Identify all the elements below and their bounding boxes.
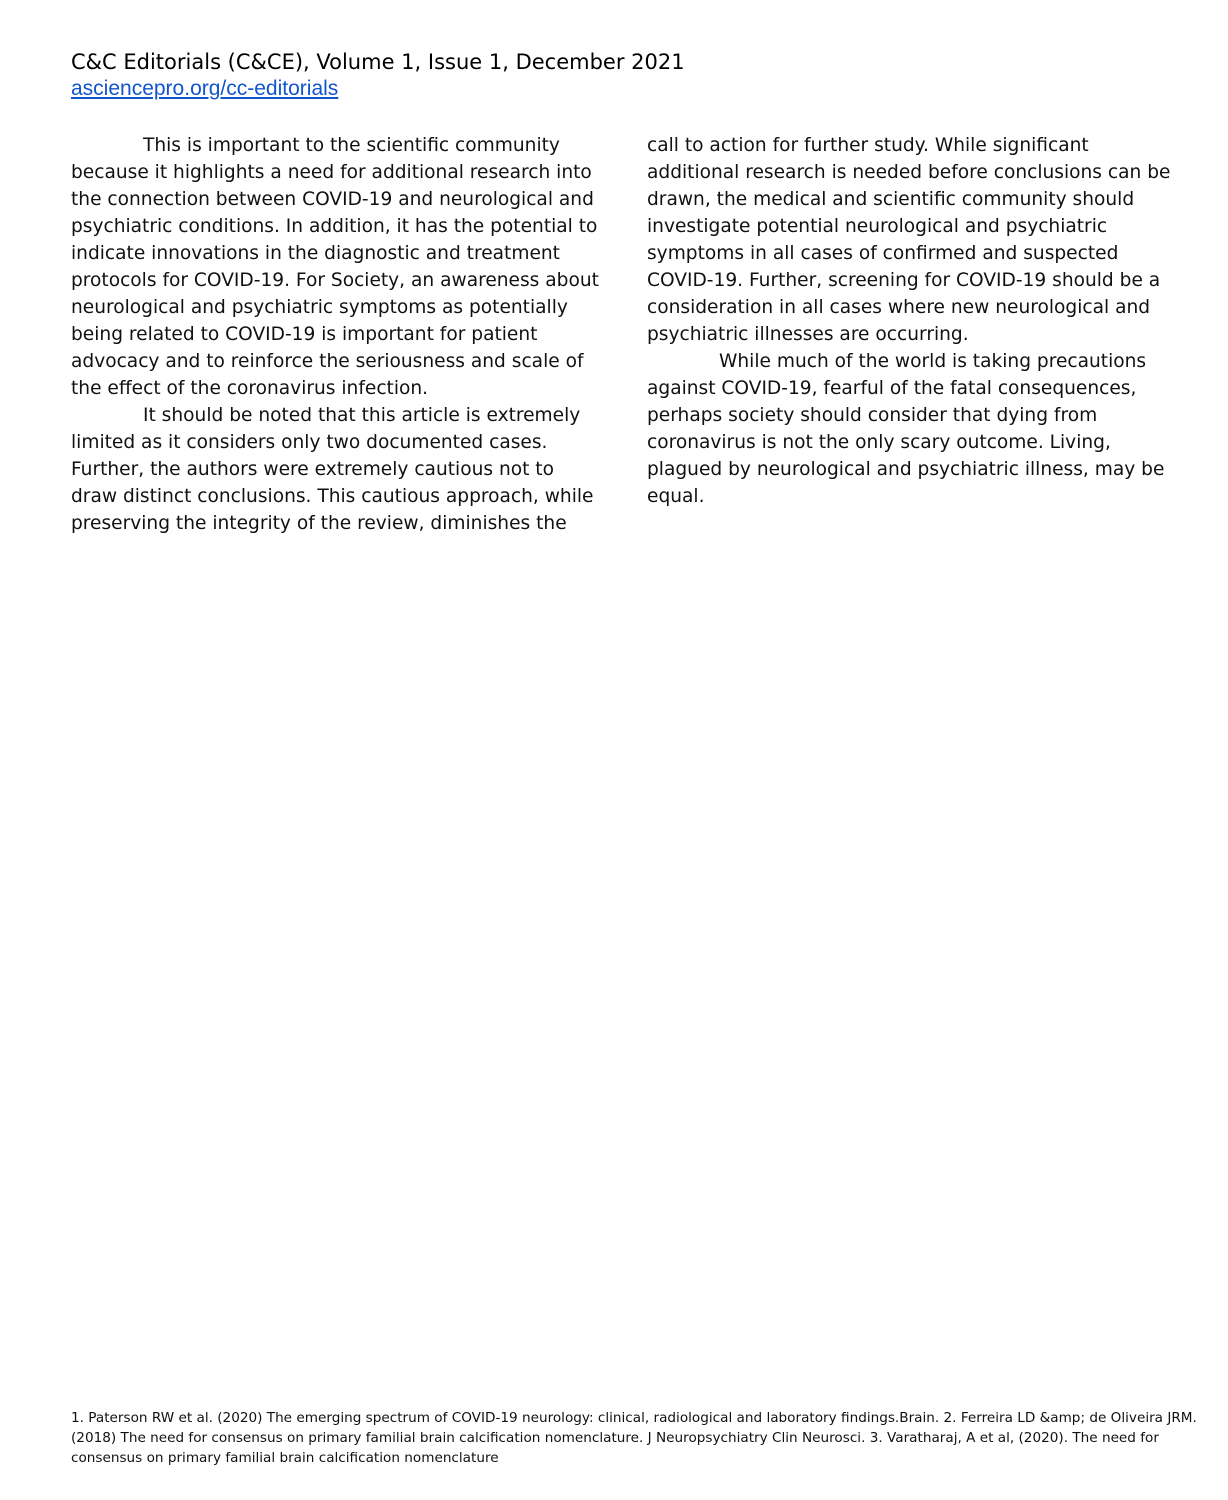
paragraph-2-continued [647,132,1171,348]
text-line: coronavirus is not the only scary outcome. Living, [647,432,1111,453]
page-header [71,48,685,102]
text-line: draw distinct conclusions. This cautious approach, while [71,486,594,507]
text-line: While much of the world is taking precautions [719,351,1147,372]
text-line: This is important to the scientific community [143,135,560,156]
footnote-references [71,1408,1197,1468]
text-line: against COVID-19, fearful of the fatal consequences, [647,378,1137,399]
footnote-line: 1. Paterson RW et al. (2020) The emerging spectrum of COVID-19 neurology: clinical, radiological and laboratory findings.Brain. 2. Ferreira LD &amp; de Oliveira JRM. [71,1410,1197,1426]
body-columns [71,132,1171,552]
text-line: being related to COVID-19 is important for patient [71,324,538,345]
paragraph-3 [647,348,1165,510]
left-column [71,132,599,537]
text-line: COVID-19. Further, screening for COVID-19 should be a [647,270,1161,291]
text-line: equal. [647,486,705,507]
text-line: limited as it considers only two documented cases. [71,432,548,453]
text-line: indicate innovations in the diagnostic and treatment [71,243,560,264]
paragraph-2 [71,402,594,537]
text-line: investigate potential neurological and psychiatric [647,216,1108,237]
text-line: additional research is needed before conclusions can be [647,162,1171,183]
text-line: preserving the integrity of the review, diminishes the [71,513,567,534]
text-line: consideration in all cases where new neurological and [647,297,1151,318]
footnote-line: consensus on primary familial brain calcification nomenclature [71,1450,499,1466]
text-line: protocols for COVID-19. For Society, an awareness about [71,270,599,291]
text-line: drawn, the medical and scientific community should [647,189,1135,210]
text-line: advocacy and to reinforce the seriousness and scale of [71,351,584,372]
text-line: call to action for further study. While significant [647,135,1089,156]
text-line: It should be noted that this article is extremely [143,405,581,426]
text-line: plagued by neurological and psychiatric illness, may be [647,459,1165,480]
text-line: because it highlights a need for additional research into [71,162,592,183]
footnote-line: (2018) The need for consensus on primary familial brain calcification nomenclature. J Neuropsychiatry Clin Neurosci. 3. Varatharaj, A et al, (2020). The need for [71,1430,1159,1446]
right-column [647,132,1171,510]
text-line: perhaps society should consider that dying from [647,405,1098,426]
text-line: the connection between COVID-19 and neurological and [71,189,594,210]
text-line: Further, the authors were extremely cautious not to [71,459,554,480]
text-line: psychiatric conditions. In addition, it has the potential to [71,216,598,237]
text-line: neurological and psychiatric symptoms as potentially [71,297,568,318]
paragraph-1 [71,132,599,402]
text-line: symptoms in all cases of confirmed and suspected [647,243,1119,264]
text-line: the effect of the coronavirus infection. [71,378,429,399]
text-line: psychiatric illnesses are occurring. [647,324,969,345]
journal-link[interactable]: asciencepro.org/cc-editorials [71,77,339,100]
journal-title: C&C Editorials (C&CE), Volume 1, Issue 1, December 2021 [71,50,685,74]
